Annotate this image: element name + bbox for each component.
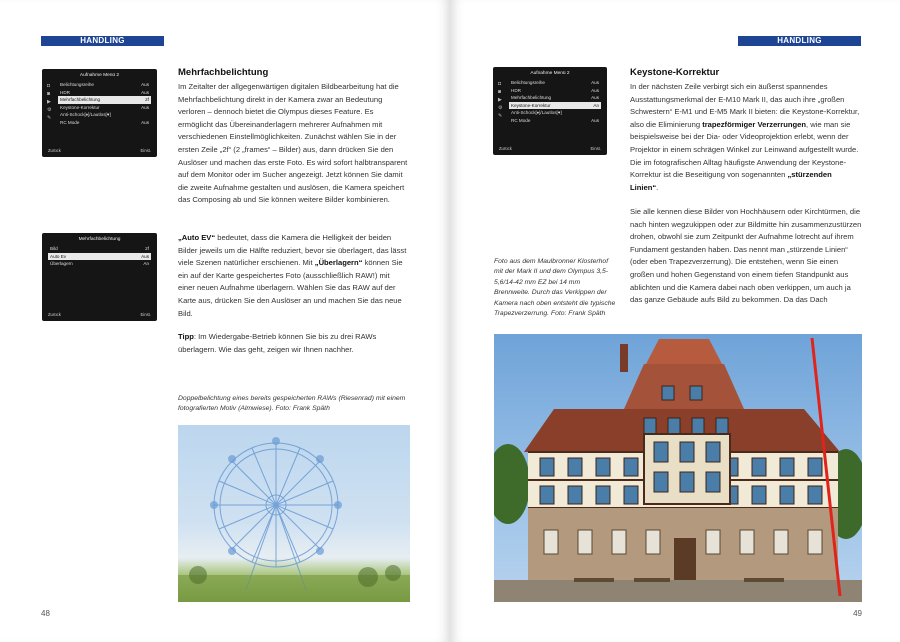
menu-row: Mehrfachbelichtung Aus [511, 95, 599, 101]
right-page [450, 0, 900, 642]
camera-icon: ◘ [47, 83, 51, 89]
section-banner: HANDLING [41, 36, 164, 46]
keystone-house-photo [494, 334, 862, 602]
camera-menu-screen-multiple-exposure [42, 69, 157, 157]
playback-icon: ▶ [498, 97, 502, 103]
body-paragraph: „Auto EV“ bedeutet, dass die Kamera die Helligkeit der beiden Bilder jeweils um die Hälfte reduziert, bevor sie überlagert, das lässt viele Szenen natürlicher erschienen. Mit „Überlagern“ können Sie ein auf der Karte gespeichertes Foto (ausschließlich RAW!) mit einer neuen Aufnahme überlagern. Wählen Sie das RAW auf der Karte aus, drücken Sie den Auslöser an und machen Sie das neue Bild. [178, 233, 407, 318]
section-heading: Mehrfachbelichtung [178, 67, 269, 78]
tools-icon: ✎ [47, 115, 52, 121]
back-hint: Zurück [48, 148, 61, 153]
menu-footer [499, 146, 601, 151]
menu-row: RC Mode Aus [60, 119, 149, 125]
back-hint: Zurück [48, 312, 61, 317]
photo-caption: Foto aus dem Maulbronner Klosterhof mit der Mark II und dem Olympus 3,5-5,6/14-42 mm EZ bei 14 mm Brennweite. Durch das Verkippen der Kamera nach oben entsteht die typische Trapezverzerrung. Foto: Frank Späth [494, 258, 616, 318]
camera-menu-screen-multiple-exposure-sub [42, 233, 157, 321]
section-banner: HANDLING [738, 36, 861, 46]
body-paragraph: In der nächsten Zeile verbirgt sich ein äußerst spannendes Ausstattungsmerkmal der E-M10 Mark II, das auch ihre „großen Schwestern“ E-M1 und E-M5 Mark II bieten: die Keystone-Korrektur, also die Eliminierung trapezförmiger Verzerrungen, wie man sie beispielsweise bei der Dia- oder Videoprojektion erlebt, wenn der Projektor in einem schrägen Winkel zur Leinwand aufgestellt wurde. Die im fotografischen Alltag häufigste Anwendung der Keystone-Korrektur ist die Beseitigung von sogenannten „stürzenden Linien“. [630, 82, 860, 192]
menu-footer [48, 312, 151, 317]
menu-row: RC Mode Aus [511, 117, 599, 123]
menu-row: Anti-Schock[♦]/Lautlos[♥] [511, 110, 562, 116]
wrench-icon: ⚙ [498, 105, 503, 111]
page-number: 48 [41, 609, 50, 618]
tip-label: Tipp [178, 332, 194, 341]
bold-term: trapezförmiger Verzerrungen [702, 119, 806, 129]
wrench-icon: ⚙ [47, 107, 52, 113]
camera-icon: ◘ [498, 81, 502, 87]
menu-title: Aufnahme Menü 2 [79, 73, 120, 78]
menu-row: HDR Aus [511, 87, 599, 93]
menu-footer [48, 148, 151, 153]
menu-row-selected: Mehrfachbelichtung 2f [60, 97, 149, 103]
menu-side-icons [47, 83, 55, 123]
double-exposure-photo [178, 425, 410, 602]
set-hint: Einst. [590, 146, 601, 151]
body-paragraph: Sie alle kennen diese Bilder von Hochhäusern oder Kirchtürmen, die nach hinten wegzukippen oder zur Bildmitte hin zusammenzustürzen drohen, obwohl sie zum Zeitpunkt der Aufnahme lotrecht auf ihrem Fundament gestanden haben. Das nennt man „stürzende Linien“ (oder eben Trapezverzerrung). Die entstehen, wenn Sie einen großen und hohen Gegenstand von einem tiefen Standpunkt aus ablichten und die Kamera dabei nach oben verkippen, um auch ja das ganze Gebäude aufs Bild zu bekommen. Da das Dach [630, 207, 862, 305]
set-hint: Einst. [140, 148, 151, 153]
menu-row: Belichtungsreihe Aus [511, 80, 599, 85]
menu-row: Überlagern An [50, 261, 149, 267]
tip-paragraph: Tipp: Im Wiedergabe-Betrieb können Sie bis zu drei RAWs überlagern. Wie das geht, zeigen wir Ihnen nachher. [178, 332, 377, 354]
bold-term: „Auto EV“ [178, 233, 216, 242]
ferris-wheel-illustration [178, 425, 410, 602]
menu-row: Belichtungsreihe Aus [60, 82, 149, 87]
camera-menu-screen-keystone [493, 67, 607, 155]
menu-side-icons [498, 81, 506, 121]
menu-row-selected: Auto Ev Aus [50, 253, 149, 259]
menu-row: HDR Aus [60, 89, 149, 95]
photo-caption: Doppelbelichtung eines bereits gespeicherten RAWs (Riesenrad) mit einem fotografierten Motiv (Almwiese). Foto: Frank Späth [178, 395, 406, 413]
camera2-icon: ◙ [498, 89, 502, 95]
back-hint: Zurück [499, 146, 512, 151]
menu-row-selected: Keystone-Korrektur An [511, 102, 599, 108]
half-timbered-house-illustration [494, 334, 862, 602]
menu-title: Mehrfachbelichtung [78, 237, 121, 242]
menu-row: Bild 2f [50, 246, 149, 251]
body-paragraph: Im Zeitalter der allgegenwärtigen digitalen Bildbearbeitung hat die Mehrfachbelichtung direkt in der Kamera zwar an Bedeutung verloren – dennoch bietet die Olympus dieses Feature. Es ermöglicht das Übereinanderlagern mehrerer Aufnahmen mit verschiedenen Einstellmöglichkeiten. Zunächst wählen Sie in der ersten Zeile „2f“ (2 „frames“ – Bilder) aus, dann drücken Sie den Auslöser und machen das erste Foto. Es wird sofort halbtransparent auf dem Monitor oder im Sucher angezeigt. Jetzt können Sie damit die zweite Aufnahme gestalten und auslösen, die Kamera speichert das Composing ab und Sie können weitere Bilder kombinieren. [178, 82, 408, 205]
set-hint: Einst. [140, 312, 151, 317]
page-number: 49 [853, 609, 862, 618]
tools-icon: ✎ [498, 113, 503, 119]
camera2-icon: ◙ [47, 91, 51, 97]
bold-term: „Überlagern“ [314, 258, 363, 268]
menu-title: Aufnahme Menü 2 [530, 71, 570, 76]
playback-icon: ▶ [47, 99, 51, 105]
menu-row: Keystone-Korrektur Aus [60, 104, 149, 110]
section-heading: Keystone-Korrektur [630, 67, 720, 78]
menu-row: Anti-Schock[♦]/Lautlos[♥] [60, 112, 111, 118]
bold-term: „stürzenden Linien“ [630, 170, 832, 192]
